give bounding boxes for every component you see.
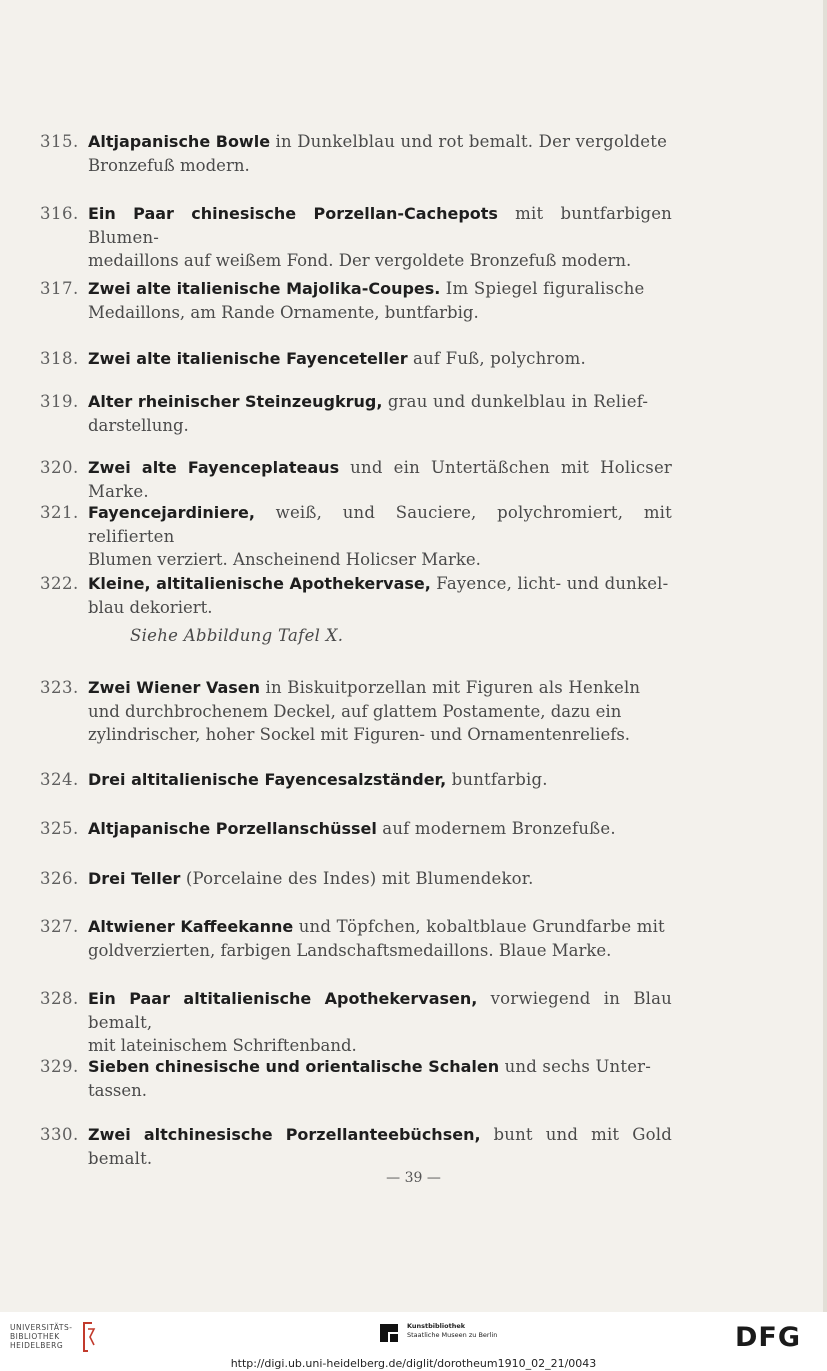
- entry-number: 321.: [40, 503, 79, 522]
- entry-description: weiß, und Sauciere, polychromiert, mit relifierten: [88, 503, 672, 546]
- entry-heading: Zwei alte Fayenceplateaus: [88, 458, 340, 477]
- entry-continuation: mit lateinischem Schriftenband.: [88, 1036, 357, 1055]
- entry-description: in Dunkelblau und rot bemalt. Der vergoldete: [270, 132, 668, 151]
- entry-number: 323.: [40, 678, 79, 697]
- entry-heading: Zwei alte italienische Fayenceteller: [88, 349, 408, 368]
- entry-number: 327.: [40, 917, 79, 936]
- kunstbibliothek-label: [407, 1322, 497, 1340]
- university-line-3: HEIDELBERG: [10, 1341, 64, 1350]
- entry-description: buntfarbig.: [446, 770, 548, 789]
- entry-description: und Töpfchen, kobaltblaue Grundfarbe mit: [293, 917, 665, 936]
- entry-continuation: tassen.: [88, 1080, 148, 1100]
- entry-description: auf Fuß, polychrom.: [407, 349, 586, 368]
- entry-text: [88, 130, 672, 177]
- entry-number: 315.: [40, 132, 79, 151]
- entry-continuation: blau dekoriert.: [88, 597, 213, 617]
- entry-description: (Porcelaine des Indes) mit Blumendekor.: [180, 869, 534, 888]
- entry-text: [88, 1055, 672, 1102]
- entry-text: [88, 768, 672, 792]
- entry-description: und ein Untertäßchen mit Holicser Marke.: [88, 458, 672, 501]
- kunstbibliothek-logo-icon: [379, 1323, 401, 1345]
- entry-text: [88, 277, 672, 324]
- library-title: Kunstbibliothek: [407, 1322, 466, 1330]
- entry-text: [88, 572, 672, 619]
- entry-heading: Kleine, altitalienische Apothekervase,: [88, 574, 431, 593]
- library-subtitle: Staatliche Museen zu Berlin: [407, 1331, 498, 1339]
- page-number: — 39 —: [386, 1170, 441, 1186]
- entry-heading: Zwei Wiener Vasen: [88, 678, 261, 697]
- entry-continuation-2: zylindrischer, hoher Sockel mit Figuren- und Ornamentenreliefs.: [88, 725, 631, 744]
- entry-number: 322.: [40, 574, 79, 593]
- entry-heading: Ein Paar altitalienische Apothekervasen,: [88, 989, 478, 1008]
- entry-heading: Altjapanische Bowle: [88, 132, 271, 151]
- entry-continuation: Bronzefuß modern.: [88, 155, 250, 175]
- entry-heading: Ein Paar chinesische Porzellan-Cachepots: [88, 204, 498, 223]
- source-url[interactable]: http://digi.ub.uni-heidelberg.de/diglit/dorotheum1910_02_21/0043: [230, 1357, 597, 1370]
- entry-number: 326.: [40, 869, 79, 888]
- entry-text: [88, 987, 672, 1058]
- entry-text: [88, 347, 672, 371]
- entry-number: 319.: [40, 392, 79, 411]
- entry-number: 316.: [40, 204, 79, 223]
- entry-description: bunt und mit Gold bemalt.: [88, 1125, 672, 1168]
- entry-heading: Fayencejardiniere,: [88, 503, 255, 522]
- entry-text: [88, 456, 672, 503]
- entry-text: [88, 390, 672, 437]
- entry-description: vorwiegend in Blau bemalt,: [88, 989, 672, 1032]
- entry-heading: Drei Teller: [88, 869, 181, 888]
- entry-text: [88, 915, 672, 962]
- university-line-2: BIBLIOTHEK: [10, 1332, 60, 1341]
- entry-description: und sechs Unter-: [499, 1057, 652, 1076]
- entry-description: Fayence, licht- und dunkel-: [430, 574, 669, 593]
- entry-text: [88, 1123, 672, 1170]
- entry-number: 320.: [40, 458, 79, 477]
- entry-number: 317.: [40, 279, 79, 298]
- university-library-label: [10, 1323, 72, 1350]
- entry-number: 330.: [40, 1125, 79, 1144]
- entry-heading: Drei altitalienische Fayencesalzständer,: [88, 770, 447, 789]
- page-edge: [823, 0, 827, 1312]
- entry-text: [88, 501, 672, 572]
- entry-heading: Alter rheinischer Steinzeugkrug,: [88, 392, 383, 411]
- entry-continuation: Medaillons, am Rande Ornamente, buntfarbig.: [88, 302, 479, 322]
- entry-description: mit buntfarbigen Blumen-: [88, 204, 673, 247]
- illustration-note: Siehe Abbildung Tafel X.: [130, 626, 344, 645]
- entry-text: [88, 817, 672, 841]
- entry-description: Im Spiegel figuralische: [440, 279, 645, 298]
- dfg-logo: DFG: [735, 1322, 802, 1353]
- entry-text: [88, 867, 672, 891]
- entry-heading: Zwei altchinesische Porzellanteebüchsen,: [88, 1125, 481, 1144]
- entry-number: 328.: [40, 989, 79, 1008]
- entry-continuation: Blumen verziert. Anscheinend Holicser Marke.: [88, 550, 481, 569]
- university-line-1: UNIVERSITÄTS-: [10, 1323, 73, 1332]
- entry-description: grau und dunkelblau in Relief-: [382, 392, 649, 411]
- entry-continuation: goldverzierten, farbigen Landschaftsmedaillons. Blaue Marke.: [88, 940, 612, 960]
- entry-description: in Biskuitporzellan mit Figuren als Henkeln: [260, 678, 641, 697]
- entry-heading: Sieben chinesische und orientalische Schalen: [88, 1057, 500, 1076]
- entry-description: auf modernem Bronzefuße.: [376, 819, 616, 838]
- entry-number: 324.: [40, 770, 79, 789]
- entry-continuation: darstellung.: [88, 415, 189, 435]
- entry-heading: Altwiener Kaffeekanne: [88, 917, 294, 936]
- entry-continuation: medaillons auf weißem Fond. Der vergoldete Bronzefuß modern.: [88, 251, 632, 270]
- entry-heading: Altjapanische Porzellanschüssel: [88, 819, 377, 838]
- entry-text: [88, 676, 672, 747]
- entry-text: [88, 202, 672, 273]
- entry-heading: Zwei alte italienische Majolika-Coupes.: [88, 279, 441, 298]
- entry-number: 329.: [40, 1057, 79, 1076]
- entry-number: 318.: [40, 349, 79, 368]
- university-logo-icon: [78, 1321, 98, 1353]
- entry-continuation: und durchbrochenem Deckel, auf glattem Postamente, dazu ein: [88, 701, 622, 721]
- entry-number: 325.: [40, 819, 79, 838]
